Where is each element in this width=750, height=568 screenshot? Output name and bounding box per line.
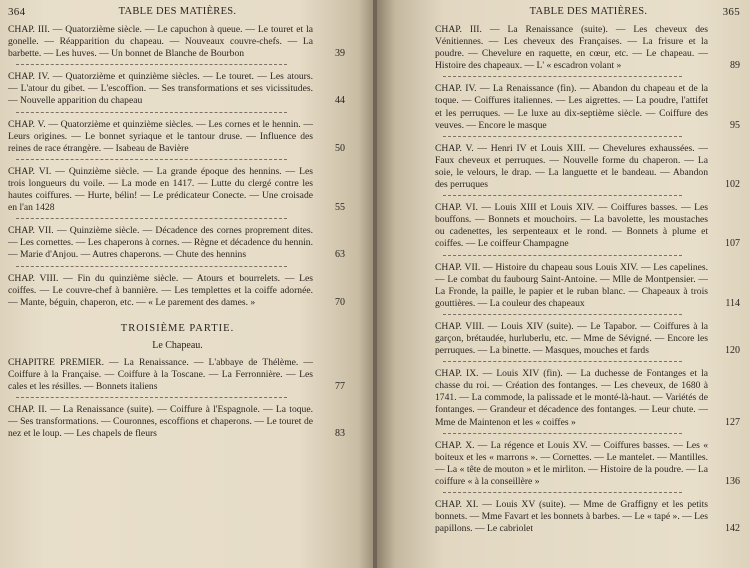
toc-list	[435, 24, 742, 535]
toc-entry	[8, 225, 347, 261]
toc-entry	[8, 357, 347, 393]
left-page	[0, 0, 373, 568]
toc-entry-page: 39	[335, 48, 345, 60]
part-subtitle: Le Chapeau.	[152, 339, 203, 351]
toc-entry-page: 77	[335, 380, 345, 392]
entry-separator	[443, 195, 682, 197]
toc-entry-page: 136	[725, 475, 740, 487]
toc-entry	[435, 499, 742, 535]
toc-entry-text: CHAP. IV. — Quatorzième et quinzième siècles. — Le touret. — Les atours. — L'atour du gibet. — L'escoffion. — Ses transformations et ses vicissitudes. — Nouvelle apparition du chapeau	[8, 71, 313, 107]
toc-entry-page: 70	[335, 296, 345, 308]
toc-entry-page: 55	[335, 202, 345, 214]
toc-entry-text: CHAP. VI. — Louis XIII et Louis XIV. — Coiffures basses. — Les bouffons. — Bonnets et mouchoirs. — La bavolette, les moustaches ou cadenettes, les serpenteaux et le rond. — Bonnets à plume et coiffes. — Le coiffeur Champagne	[435, 202, 708, 250]
toc-entry	[8, 273, 347, 309]
toc-entry-text: CHAP. VI. — Quinzième siècle. — La grande époque des hennins. — Les trois longueurs du voile. — La mode en 1417. — Lutte du clergé contre les hautes coiffures. — Hurte, bélin! — Le prédicateur Conecte. — Une croisade en l'an 1428	[8, 165, 313, 214]
toc-entry	[8, 71, 347, 107]
page-number: 364	[8, 6, 26, 18]
entry-separator	[443, 433, 682, 435]
entry-separator	[443, 76, 682, 78]
entry-separator	[16, 112, 287, 114]
toc-entry-page: 102	[725, 179, 740, 191]
toc-entry	[435, 202, 742, 250]
toc-entry	[435, 440, 742, 488]
toc-entry	[8, 404, 347, 440]
toc-entry-page: 114	[725, 297, 740, 309]
toc-entry-text: CHAP. II. — La Renaissance (suite). — Coiffure à l'Espagnole. — La toque. — Ses transformations. — Couronnes, escoffions et chaperons. — Le touret de nez et le loup. — Les chapels de fleurs	[8, 404, 313, 440]
toc-entry-text: CHAP. X. — La régence et Louis XV. — Coiffures basses. — Les « boiteux et les « marrons ». — Cornettes. — Le mantelet. — Mantilles. — La « tête de mouton » et le mirliton. — Histoire de la poudre. — La coiffure « à la conseillère »	[435, 439, 708, 487]
toc-entry	[435, 83, 742, 131]
toc-entry	[8, 24, 347, 60]
toc-entry	[435, 143, 742, 191]
part-title: TROISIÈME PARTIE.	[120, 322, 235, 334]
toc-entry-text: CHAP. V. — Henri IV et Louis XIII. — Chevelures exhaussées. — Faux cheveux et perruques. — Nouvelle forme du chaperon. — La soie, le velours, le drap. — La languette et le bandeau. — Abandon des perruques	[435, 142, 708, 191]
toc-entry-page: 95	[730, 119, 740, 131]
toc-list	[8, 24, 347, 309]
entry-separator	[443, 136, 682, 138]
toc-entry-text: CHAP. V. — Quatorzième et quinzième siècles. — Les cornes et le hennin. — Leurs origines. — Le bonnet syriaque et le tantour druse. — Influence des reines de race étrangère. — Isabeau de Bavière	[8, 118, 313, 154]
page-header	[8, 6, 347, 24]
toc-entry-page: 89	[730, 60, 740, 72]
toc-entry	[8, 166, 347, 214]
entry-separator	[443, 361, 682, 363]
toc-entry	[435, 24, 742, 72]
page-number: 365	[722, 6, 740, 18]
toc-entry-page: 83	[335, 428, 345, 440]
toc-entry-page: 50	[335, 142, 345, 154]
right-page	[377, 0, 750, 568]
toc-entry	[435, 368, 742, 428]
toc-entry-page: 44	[335, 95, 345, 107]
toc-list	[8, 357, 347, 441]
toc-entry	[8, 119, 347, 155]
running-title: TABLE DES MATIÈRES.	[118, 6, 237, 17]
toc-entry-text: CHAP. VIII. — Fin du quinzième siècle. — Atours et bourrelets. — Les coiffes. — Le couvre-chef à bannière. — Les templettes et la coiffe adornée. — Mante, béguin, chaperon, etc. — « Le parement des dames. »	[8, 272, 313, 308]
toc-entry-text: CHAP. VII. — Histoire du chapeau sous Louis XIV. — Les capelines. — Le combat du faubourg Saint-Antoine. — Mlle de Montpensier. — La Fronde, la paille, le papier et le ruban blanc. — Chapeaux à trois gouttières. — La couleur des chapeaux	[435, 261, 708, 309]
toc-entry-page: 142	[725, 523, 740, 535]
toc-entry-page: 127	[725, 416, 740, 428]
entry-separator	[16, 266, 287, 268]
toc-entry-text: CHAP. IV. — La Renaissance (fin). — Abandon du chapeau et de la toque. — Coiffures italiennes. — Les aigrettes. — La poudre, l'attifet et les perruques. — Le luxe au dix-septième siècle. — Coiffure des veuves. — Encore le masque	[435, 83, 708, 131]
entry-separator	[16, 218, 287, 220]
toc-entry-page: 63	[335, 249, 345, 261]
toc-entry-text: CHAP. XI. — Louis XV (suite). — Mme de Graffigny et les petits bonnets. — Mme Favart et les bonnets à barbes. — Le « tapé ». — Les papillons. — Le cabriolet	[435, 499, 708, 535]
toc-entry-page: 107	[725, 238, 740, 250]
toc-entry-text: CHAPITRE PREMIER. — La Renaissance. — L'abbaye de Thélème. — Coiffure à la Française. — Coiffure à la Toscane. — La Ferronnière. — Les cales et les résilles. — Bonnets italiens	[8, 356, 313, 392]
entry-separator	[443, 255, 682, 257]
toc-entry	[435, 321, 742, 357]
entry-separator	[443, 492, 682, 494]
toc-entry-text: CHAP. IX. — Louis XIV (fin). — La duchesse de Fontanges et la chasse du roi. — Création des fontanges. — Les cheveux, de 1680 à 1741. — La commode, la palissade et le monté-là-haut. — Variétés de fontanges. — Grandeur et décadence des fontanges. — Leur chute. — Mme de Maintenon et les « coiffes »	[435, 368, 708, 428]
entry-separator	[16, 397, 287, 399]
toc-entry-text: CHAP. VIII. — Louis XIV (suite). — Le Tapabor. — Coiffures à la garçon, brétaudée, hurluberlu, etc. — Mme de Sévigné. — Encore les perruques. — La binette. — Masques, mouches et fards	[435, 320, 708, 357]
running-title: TABLE DES MATIÈRES.	[529, 6, 648, 17]
toc-entry-text: CHAP. VII. — Quinzième siècle. — Décadence des cornes proprement dites. — Les cornettes. — Les chaperons à cornes. — Règne et décadence du hennin. — Marie d'Anjou. — Autres chaperons. — Chute des hennins	[8, 225, 313, 261]
toc-entry-text: CHAP. III. — Quatorzième siècle. — Le capuchon à queue. — Le touret et la gonelle. — Réapparition du chapeau. — Nouveaux couvre-chefs. — La barbette. — Les huves. — Un bonnet de Blanche de Bourbon	[8, 24, 313, 60]
entry-separator	[16, 64, 287, 66]
toc-entry	[435, 262, 742, 310]
entry-separator	[16, 159, 287, 161]
entry-separator	[443, 314, 682, 316]
toc-entry-page: 120	[725, 345, 740, 357]
page-header	[435, 6, 742, 24]
toc-entry-text: CHAP. III. — La Renaissance (suite). — Les cheveux des Vénitiennes. — Les cheveux des Françaises. — La frisure et la poudre. — Chevelure en raquette, en cœur, etc. — Le chapeau. — Histoire des chapeaux. — L' « escadron volant »	[435, 24, 708, 72]
